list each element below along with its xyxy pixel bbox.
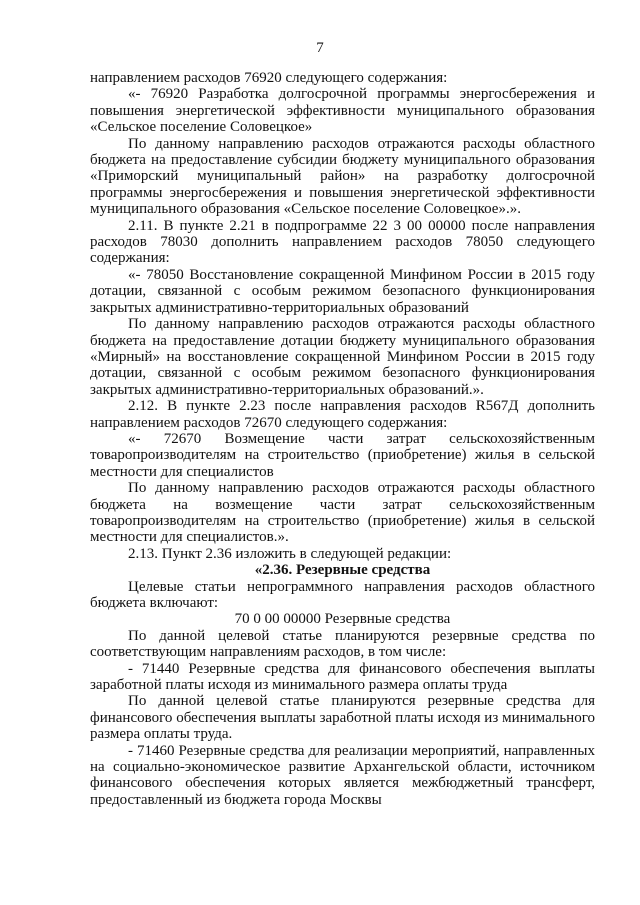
- paragraph: 2.13. Пункт 2.36 изложить в следующей редакции:: [128, 545, 452, 562]
- paragraph: По данному направлению расходов отражаются расходы областного бюджета на предоставление дотации бюджету муниципального образования «Мирный» на восстановление сокращенной Минфином России в 2015 году дотации, связанной с особым режимом безопасного функционирования закрытых административно-территориальных образований.».: [90, 316, 595, 398]
- paragraph: направлением расходов 76920 следующего содержания:: [90, 70, 448, 86]
- paragraph: По данному направлению расходов отражаются расходы областного бюджета на возмещение части затрат сельскохозяйственным товаропроизводителям на строительство (приобретение) жилья в сельской местности для специалистов.».: [90, 480, 595, 546]
- paragraph: - 71440 Резервные средства для финансового обеспечения выплаты заработной платы исходя из минимального размера оплаты труда: [90, 660, 595, 694]
- paragraph: По данному направлению расходов отражаются расходы областного бюджета на предоставление субсидии бюджету муниципального образования «Приморский муниципальный район» на разработку долгосрочной программы энергосбережения и повышения энергетической эффективности муниципального образования «Сельское поселение Соловецкое».».: [90, 135, 595, 218]
- paragraph: 2.11. В пункте 2.21 в подпрограмме 22 3 00 00000 после направления расходов 78030 дополнить направлением расходов 78050 следующего содержания:: [90, 217, 595, 267]
- paragraph: Целевые статьи непрограммного направления расходов областного бюджета включают:: [90, 578, 595, 611]
- paragraph: «- 72670 Возмещение части затрат сельскохозяйственным товаропроизводителям на строительство (приобретение) жилья в сельской местности для специалистов: [90, 430, 595, 480]
- paragraph: По данной целевой статье планируются резервные средства для финансового обеспечения выплаты заработной платы исходя из минимального размера оплаты труда.: [90, 693, 595, 743]
- paragraph: По данной целевой статье планируются резервные средства по соответствующим направлениям расходов, в том числе:: [90, 627, 595, 661]
- paragraph: 2.12. В пункте 2.23 после направления расходов R567Д дополнить направлением расходов 72670 следующего содержания:: [90, 398, 595, 431]
- paragraph: «- 78050 Восстановление сокращенной Минфином России в 2015 году дотации, связанной с особым режимом безопасного функционирования закрытых административно-территориальных образований: [90, 266, 595, 316]
- page-number: 7: [316, 40, 324, 56]
- document-body: [90, 70, 595, 808]
- paragraph: «- 76920 Разработка долгосрочной программы энергосбережения и повышения энергетической эффективности муниципального образования «Сельское поселение Соловецкое»: [90, 86, 595, 136]
- section-heading: «2.36. Резервные средства: [254, 562, 431, 579]
- target-article-heading: 70 0 00 00000 Резервные средства: [234, 611, 451, 628]
- paragraph: - 71460 Резервные средства для реализации мероприятий, направленных на социально-экономическое развитие Архангельской области, источником финансового обеспечения которых является межбюджетный трансферт, предоставленный из бюджета города Москвы: [90, 742, 595, 808]
